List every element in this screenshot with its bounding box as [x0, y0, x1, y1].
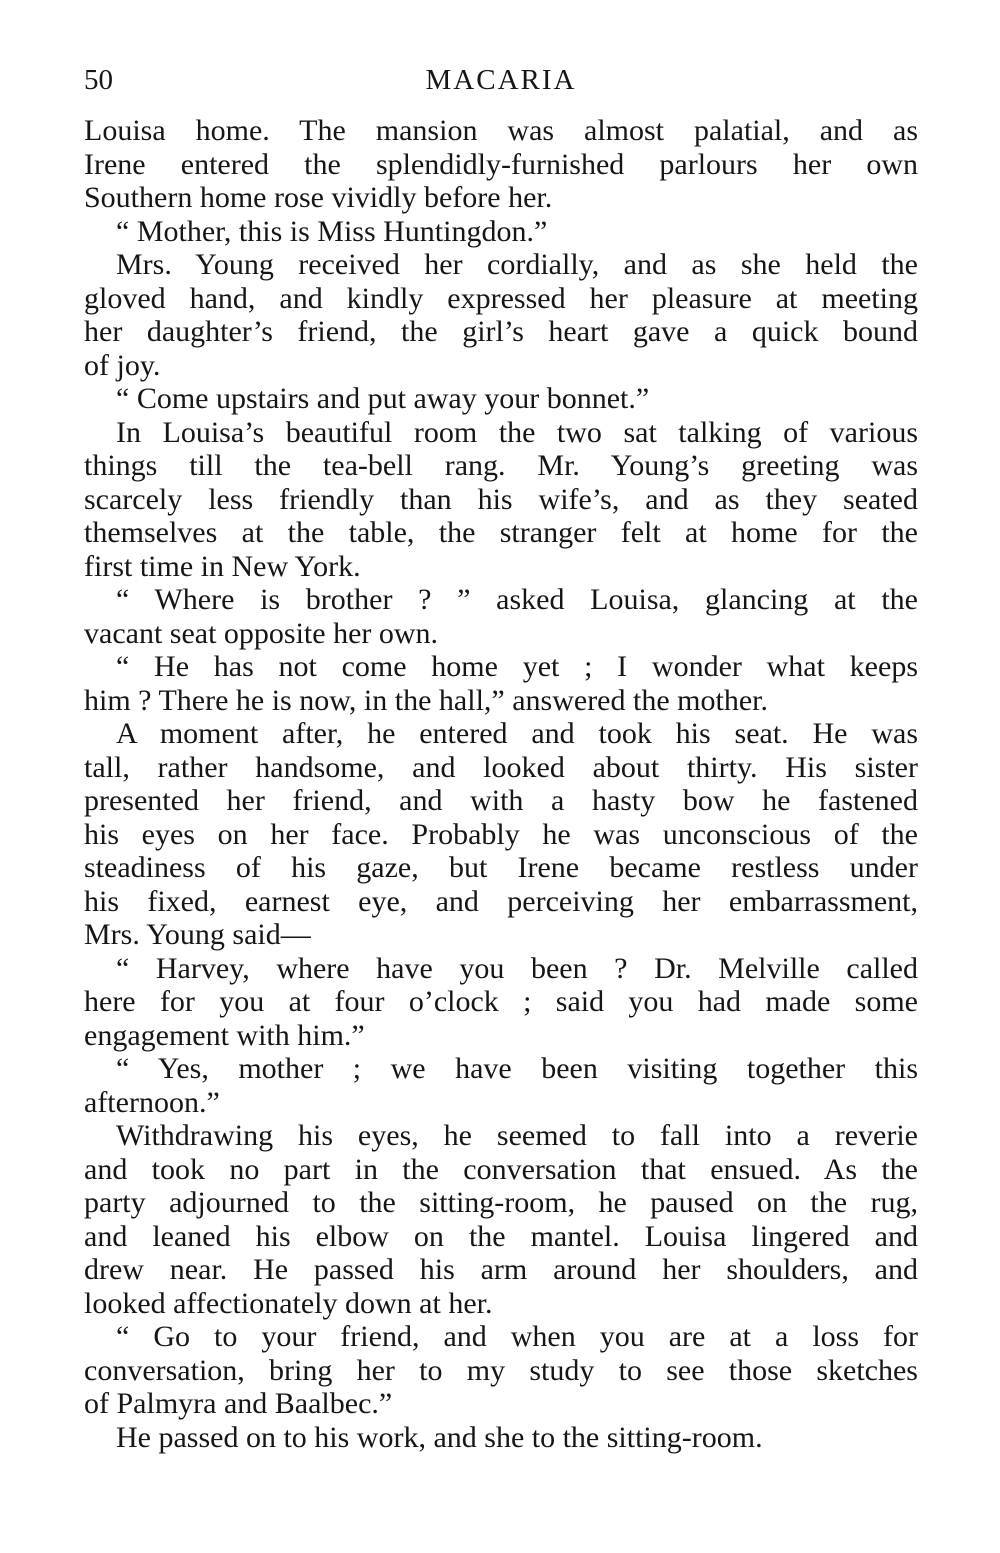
text-line: “ Yes, mother ; we have been visiting together this: [116, 1052, 918, 1085]
text-line: scarcely less friendly than his wife’s, and as they seated: [84, 482, 918, 516]
running-title: MACARIA: [425, 64, 577, 96]
text-line: “ Where is brother ? ” asked Louisa, glancing at the: [116, 583, 918, 616]
text-line: party adjourned to the sitting-room, he paused on the rug,: [84, 1186, 918, 1219]
page-header: [84, 60, 918, 100]
text-line: his eyes on her face. Probably he was unconscious of the: [84, 817, 918, 851]
text-line: engagement with him.”: [84, 1018, 365, 1052]
text-line: things till the tea-bell rang. Mr. Young’s greeting was: [84, 449, 918, 482]
text-line: first time in New York.: [84, 549, 361, 583]
text-line: conversation, bring her to my study to see those sketches: [84, 1353, 918, 1387]
text-line: him ? There he is now, in the hall,” answered the mother.: [84, 683, 768, 717]
text-line: drew near. He passed his arm around her shoulders, and: [84, 1253, 918, 1286]
text-line: “ Go to your friend, and when you are at a loss for: [116, 1320, 918, 1353]
text-line: Mrs. Young received her cordially, and as she held the: [116, 248, 918, 281]
text-line: tall, rather handsome, and looked about thirty. His sister: [84, 750, 918, 784]
body-text: [84, 114, 918, 1454]
text-line: of joy.: [84, 348, 161, 382]
text-line: and took no part in the conversation that ensued. As the: [84, 1152, 918, 1186]
text-line: “ Harvey, where have you been ? Dr. Melville called: [116, 951, 918, 985]
text-line: and leaned his elbow on the mantel. Louisa lingered and: [84, 1219, 918, 1253]
text-line: his fixed, earnest eye, and perceiving her embarrassment,: [84, 884, 918, 918]
text-line: presented her friend, and with a hasty bow he fastened: [84, 784, 918, 817]
text-line: her daughter’s friend, the girl’s heart gave a quick bound: [84, 315, 918, 348]
text-line: steadiness of his gaze, but Irene became restless under: [84, 851, 918, 884]
page-number: 50: [84, 64, 113, 96]
text-line: themselves at the table, the stranger felt at home for the: [84, 516, 918, 549]
text-line: A moment after, he entered and took his seat. He was: [116, 717, 918, 750]
text-line: Irene entered the splendidly-furnished parlours her own: [84, 147, 918, 181]
text-line: He passed on to his work, and she to the sitting-room.: [116, 1420, 763, 1454]
text-line: gloved hand, and kindly expressed her pleasure at meeting: [84, 281, 918, 315]
text-line: here for you at four o’clock ; said you had made some: [84, 985, 918, 1018]
text-line: “ Come upstairs and put away your bonnet.”: [116, 382, 650, 415]
text-line: Withdrawing his eyes, he seemed to fall into a reverie: [116, 1119, 918, 1152]
text-line: afternoon.”: [84, 1085, 220, 1119]
text-line: looked affectionately down at her.: [84, 1286, 493, 1320]
text-line: Louisa home. The mansion was almost palatial, and as: [84, 114, 918, 147]
text-line: In Louisa’s beautiful room the two sat talking of various: [116, 415, 918, 449]
text-line: of Palmyra and Baalbec.”: [84, 1387, 393, 1420]
text-line: “ He has not come home yet ; I wonder what keeps: [116, 650, 918, 683]
text-line: Southern home rose vividly before her.: [84, 181, 553, 214]
text-line: “ Mother, this is Miss Huntingdon.”: [116, 214, 548, 248]
text-line: Mrs. Young said—: [84, 918, 311, 951]
text-line: vacant seat opposite her own.: [84, 616, 439, 650]
